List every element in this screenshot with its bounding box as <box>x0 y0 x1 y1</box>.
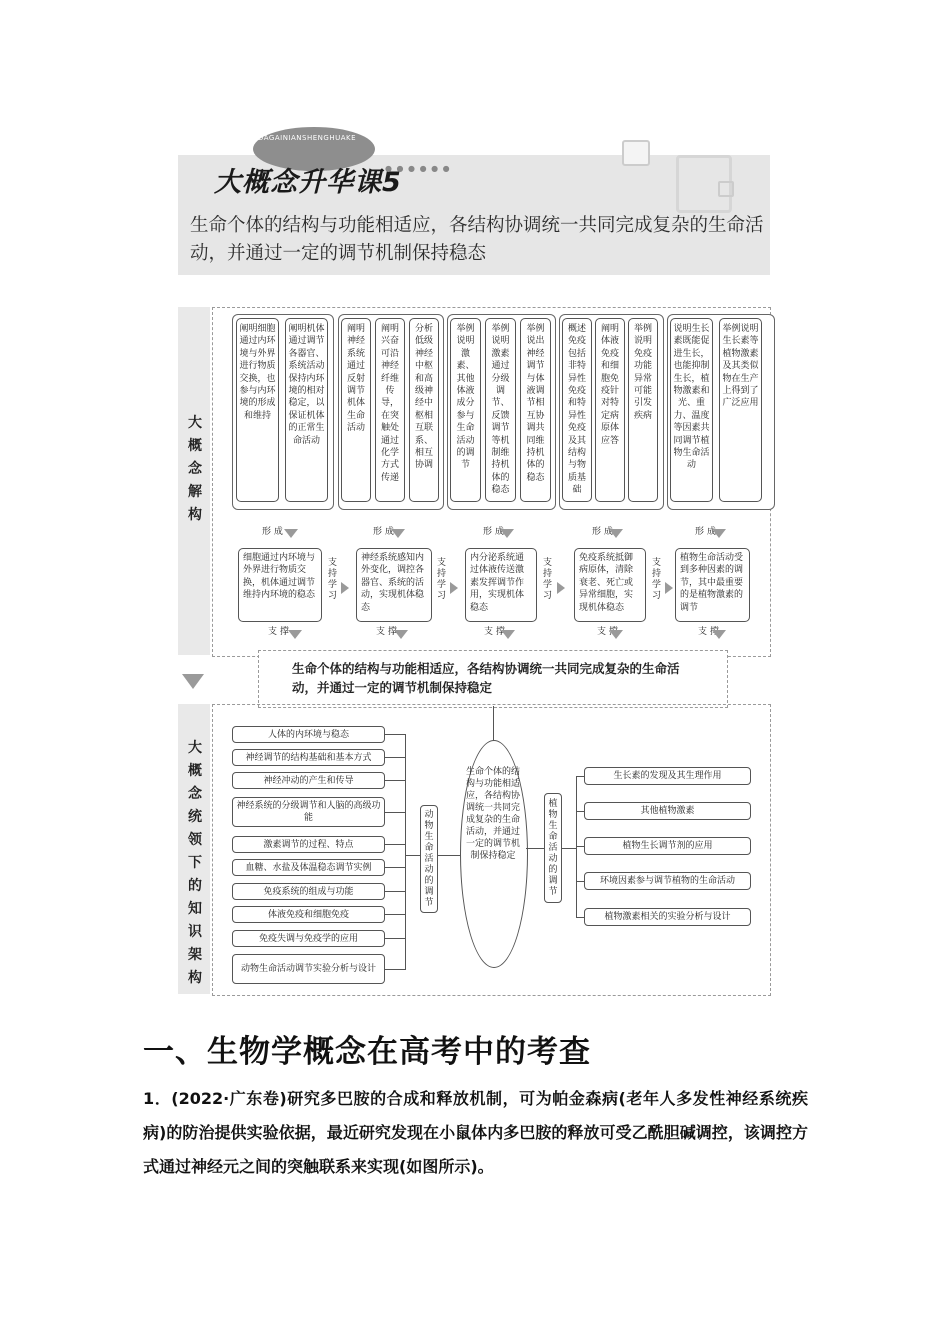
banner-title: 大概念升华课5 <box>214 167 402 198</box>
right-arrow <box>450 582 458 594</box>
central-statement: 生命个体的结构与功能相适应，各结构协调统一共同完成复杂的生命活动，并通过一定的调节机制保持稳定 <box>292 661 680 695</box>
down-arrow <box>501 630 515 639</box>
bracket-tick <box>385 891 405 892</box>
detail-box-9: 概述免疫包括非特异性免疫和特异性免疫及其结构与物质基础 <box>562 318 592 502</box>
connector-line <box>438 855 460 856</box>
center-oval-text: 生命个体的结构与功能相适应，各结构协调统一共同完成复杂的生命活动，并通过一定的调节机制保持稳定 <box>466 767 521 861</box>
support-label-1: 支 撑 <box>268 627 289 637</box>
bracket-tick <box>385 780 405 781</box>
detail-box-1: 阐明细胞通过内环境与外界进行物质交换，也参与内环境的形成和维持 <box>236 318 279 502</box>
down-arrow <box>609 529 623 538</box>
down-arrow <box>391 529 405 538</box>
right-item-5: 植物激素相关的实验分析与设计 <box>584 908 751 926</box>
bracket-tick <box>576 776 584 777</box>
detail-box-7: 举例说明激素通过分级调节、反馈调节等机制维持机体的稳态 <box>485 318 516 502</box>
right-arrow <box>557 582 565 594</box>
section1-label: 大概念解构 <box>188 415 202 523</box>
down-arrow <box>288 630 302 639</box>
decorative-square <box>718 181 734 197</box>
summary-box-3: 内分泌系统通过体液传送激素发挥调节作用，实现机体稳态 <box>465 548 537 622</box>
logo-pinyin: DAGAINIANSHENGHUAKE <box>258 134 357 142</box>
left-item-1: 人体的内环境与稳态 <box>232 726 385 743</box>
banner-subtitle: 生命个体的结构与功能相适应，各结构协调统一共同完成复杂的生命活动，并通过一定的调节机制保持稳态 <box>190 215 764 264</box>
bracket-tick <box>576 917 584 918</box>
detail-box-13: 举例说明生长素等植物激素及其类似物在生产上得到了广泛应用 <box>719 318 762 502</box>
support-label-5: 支 撑 <box>698 627 719 637</box>
support-learn-label-2: 支持学习 <box>437 558 447 601</box>
left-item-5: 激素调节的过程、特点 <box>232 836 385 853</box>
left-category-box <box>420 805 438 913</box>
question-text: 1．(2022·广东卷)研究多巴胺的合成和释放机制，可为帕金森病(老年人多发性神经系统疾病)的防治提供实验依据，最近研究发现在小鼠体内多巴胺的释放可受乙酰胆碱调控，该调控方式通过神经元之间的突触联系来实现(如图所示)。 <box>143 1089 808 1176</box>
support-learn-label-4: 支持学习 <box>652 558 662 601</box>
decorative-dots: ● ● ● ● ● ● <box>385 164 451 173</box>
left-item-4: 神经系统的分级调节和人脑的高级功能 <box>232 797 385 827</box>
bracket-tick <box>385 969 405 970</box>
down-arrow <box>609 630 623 639</box>
support-learn-label-3: 支持学习 <box>543 558 553 601</box>
support-label-3: 支 撑 <box>484 627 505 637</box>
detail-box-3: 阐明神经系统通过反射调节机体生命活动 <box>341 318 371 502</box>
support-label-2: 支 撑 <box>376 627 397 637</box>
bracket-tick <box>385 757 405 758</box>
right-item-1: 生长素的发现及其生理作用 <box>584 767 751 785</box>
detail-box-8: 举例说出神经调节与体液调节相互协调共同维持机体的稳态 <box>520 318 551 502</box>
bracket-tick <box>385 867 405 868</box>
left-item-9: 免疫失调与免疫学的应用 <box>232 930 385 947</box>
right-arrow <box>341 582 349 594</box>
right-category: 植物生命活动的调节 <box>548 798 558 897</box>
detail-box-11: 举例说明免疫功能异常可能引发疾病 <box>628 318 658 502</box>
form-label-1: 形 成 <box>262 527 283 537</box>
bracket-tick <box>385 734 405 735</box>
detail-box-2: 阐明机体通过调节各器官、系统活动保持内环境的相对稳定，以保证机体的正常生命活动 <box>285 318 328 502</box>
bracket-tick <box>385 938 405 939</box>
form-label-5: 形 成 <box>695 527 716 537</box>
left-item-3: 神经冲动的产生和传导 <box>232 772 385 789</box>
down-arrow <box>500 529 514 538</box>
section-heading: 一、生物学概念在高考中的考查 <box>143 1034 591 1070</box>
left-item-7: 免疫系统的组成与功能 <box>232 883 385 900</box>
summary-box-4: 免疫系统抵御病原体，清除衰老、死亡或异常细胞，实现机体稳态 <box>574 548 646 622</box>
decorative-square <box>622 140 650 166</box>
left-item-2: 神经调节的结构基础和基本方式 <box>232 749 385 766</box>
form-label-2: 形 成 <box>373 527 394 537</box>
bracket-tick <box>385 914 405 915</box>
bracket-tick <box>576 811 584 812</box>
left-item-6: 血糖、水盐及体温稳态调节实例 <box>232 859 385 876</box>
detail-box-10: 阐明体液免疫和细胞免疫针对特定病原体应答 <box>595 318 625 502</box>
form-label-4: 形 成 <box>592 527 613 537</box>
detail-box-6: 举例说明激素、其他体液成分参与生命活动的调节 <box>450 318 481 502</box>
down-arrow <box>284 529 298 538</box>
left-item-8: 体液免疫和细胞免疫 <box>232 906 385 923</box>
right-item-4: 环境因素参与调节植物的生命活动 <box>584 872 751 890</box>
right-item-3: 植物生长调节剂的应用 <box>584 837 751 855</box>
bracket-tick <box>385 844 405 845</box>
right-arrow <box>665 582 673 594</box>
section2-label: 大概念统领下的知识架构 <box>188 740 202 986</box>
down-arrow <box>712 630 726 639</box>
connector-line <box>526 848 544 849</box>
connector-line <box>405 855 420 856</box>
support-label-4: 支 撑 <box>597 627 618 637</box>
down-arrow <box>394 630 408 639</box>
right-item-2: 其他植物激素 <box>584 802 751 820</box>
bracket-tick <box>576 881 584 882</box>
summary-box-5: 植物生命活动受到多种因素的调节，其中最重要的是植物激素的调节 <box>675 548 750 622</box>
left-category: 动物生命活动的调节 <box>424 809 434 908</box>
support-learn-label-1: 支持学习 <box>328 558 338 601</box>
summary-box-1: 细胞通过内环境与外界进行物质交换，机体通过调节维持内环境的稳态 <box>238 548 322 622</box>
detail-box-4: 阐明兴奋可沿神经纤维传导，在突触处通过化学方式传递 <box>375 318 405 502</box>
form-label-3: 形 成 <box>483 527 504 537</box>
bracket-tick <box>576 846 584 847</box>
bracket-tick <box>385 812 405 813</box>
connector-line <box>562 848 576 849</box>
summary-box-2: 神经系统感知内外变化，调控各器官、系统的活动，实现机体稳态 <box>356 548 432 622</box>
left-bracket <box>405 734 406 970</box>
detail-box-12: 说明生长素既能促进生长，也能抑制生长，植物激素和光、重力、温度等因素共同调节植物生命活动 <box>670 318 713 502</box>
right-category-box <box>544 793 562 903</box>
down-arrow <box>712 529 726 538</box>
left-item-10: 动物生命活动调节实验分析与设计 <box>232 954 385 984</box>
section-transition-arrow <box>182 674 204 689</box>
detail-box-5: 分析低级神经中枢和高级神经中枢相互联系、相互协调 <box>409 318 439 502</box>
